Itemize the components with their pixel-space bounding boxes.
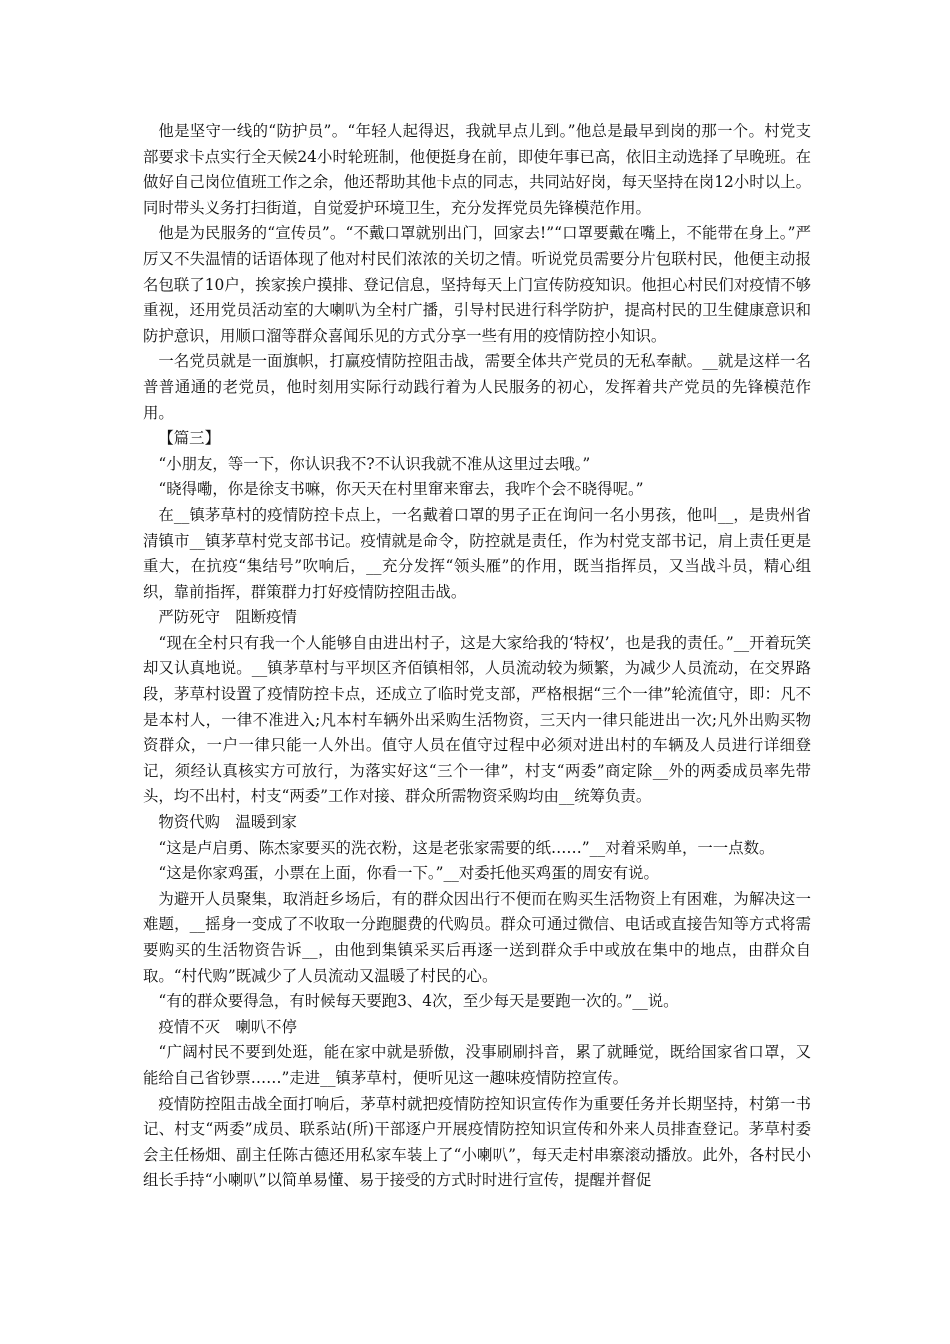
paragraph: “这是卢启勇、陈杰家要买的洗衣粉，这是老张家需要的纸……”__对着采购单，一一点数。 xyxy=(158,838,775,857)
paragraph: “晓得嘞，你是徐支书嘛，你天天在村里窜来窜去，我咋个会不晓得呢。” xyxy=(158,480,644,499)
document-body xyxy=(143,119,811,1194)
paragraph: “小朋友，等一下，你认识我不?不认识我就不准从这里过去哦。” xyxy=(158,454,591,473)
section-heading: 【篇三】 xyxy=(158,429,220,448)
subheading: 严防死守 阻断疫情 xyxy=(158,608,297,627)
paragraph: 一名党员就是一面旗帜，打赢疫情防控阻击战，需要全体共产党员的无私奉献。__就是这样一名普普通通的老党员，他时刻用实际行动践行着为人民服务的初心，发挥着共产党员的先锋模范作用。 xyxy=(143,352,811,422)
paragraph: “这是你家鸡蛋，小票在上面，你看一下。”__对委托他买鸡蛋的周安有说。 xyxy=(158,864,659,883)
paragraph: 他是为民服务的“宣传员”。“不戴口罩就别出门，回家去!”“口罩要戴在嘴上，不能带在身上。”严厉又不失温情的话语体现了他对村民们浓浓的关切之情。听说党员需要分片包联村民，他便主动报名包联了10户，挨家挨户摸排、登记信息，坚持每天上门宣传防疫知识。他担心村民们对疫情不够重视，还用党员活动室的大喇叭为全村广播，引导村民进行科学防护，提高村民的卫生健康意识和防护意识，用顺口溜等群众喜闻乐见的方式分享一些有用的疫情防控小知识。 xyxy=(143,224,811,345)
paragraph: “广阔村民不要到处逛，能在家中就是骄傲，没事刷刷抖音，累了就睡觉，既给国家省口罩，又能给自己省钞票……”走进__镇茅草村，便听见这一趣味疫情防控宣传。 xyxy=(143,1043,811,1087)
paragraph: “现在全村只有我一个人能够自由进出村子，这是大家给我的‘特权’，也是我的责任。”__开着玩笑却又认真地说。__镇茅草村与平坝区齐佰镇相邻，人员流动较为频繁，为减少人员流动，在交界路段，茅草村设置了疫情防控卡点，还成立了临时党支部，严格根据“三个一律”轮流值守，即：凡不是本村人，一律不准进入;凡本村车辆外出采购生活物资，三天内一律只能进出一次;凡外出购买物资群众，一户一律只能一人外出。值守人员在值守过程中必须对进出村的车辆及人员进行详细登记，须经认真核实方可放行，为落实好这“三个一律”，村支“两委”商定除__外的两委成员率先带头，均不出村，村支“两委”工作对接、群众所需物资采购均由__统筹负责。 xyxy=(143,633,811,806)
subheading: 疫情不灭 喇叭不停 xyxy=(158,1017,297,1036)
paragraph: “有的群众要得急，有时候每天要跑3、4次，至少每天是要跑一次的。”__说。 xyxy=(158,992,679,1011)
paragraph: 他是坚守一线的“防护员”。“年轻人起得迟，我就早点儿到。”他总是最早到岗的那一个。村党支部要求卡点实行全天候24小时轮班制，他便挺身在前，即使年事已高，依旧主动选择了早晚班。在做好自己岗位值班工作之余，他还帮助其他卡点的同志，共同站好岗，每天坚持在岗12小时以上。同时带头义务打扫街道，自觉爱护环境卫生，充分发挥党员先锋模范作用。 xyxy=(143,122,811,217)
subheading: 物资代购 温暖到家 xyxy=(158,813,297,832)
paragraph: 疫情防控阻击战全面打响后，茅草村就把疫情防控知识宣传作为重要任务并长期坚持，村第一书记、村支“两委”成员、联系站(所)干部逐户开展疫情防控知识宣传和外来人员排查登记。茅草村委会主任杨畑、副主任陈古德还用私家车装上了“小喇叭”，每天走村串寨滚动播放。此外，各村民小组长手持“小喇叭”以简单易懂、易于接受的方式时时进行宣传，提醒并督促 xyxy=(143,1094,811,1190)
paragraph: 在__镇茅草村的疫情防控卡点上，一名戴着口罩的男子正在询问一名小男孩，他叫__，是贵州省清镇市__镇茅草村党支部书记。疫情就是命令，防控就是责任，作为村党支部书记，肩上责任更是重大，在抗疫“集结号”吹响后，__充分发挥“领头雁”的作用，既当指挥员，又当战斗员，精心组织，靠前指挥，群策群力打好疫情防控阻击战。 xyxy=(143,505,811,601)
paragraph: 为避开人员聚集，取消赶乡场后，有的群众因出行不便而在购买生活物资上有困难，为解决这一难题，__摇身一变成了不收取一分跑腿费的代购员。群众可通过微信、电话或直接告知等方式将需要购买的生活物资告诉__，由他到集镇采买后再逐一送到群众手中或放在集中的地点，由群众自取。“村代购”既减少了人员流动又温暖了村民的心。 xyxy=(143,889,811,985)
